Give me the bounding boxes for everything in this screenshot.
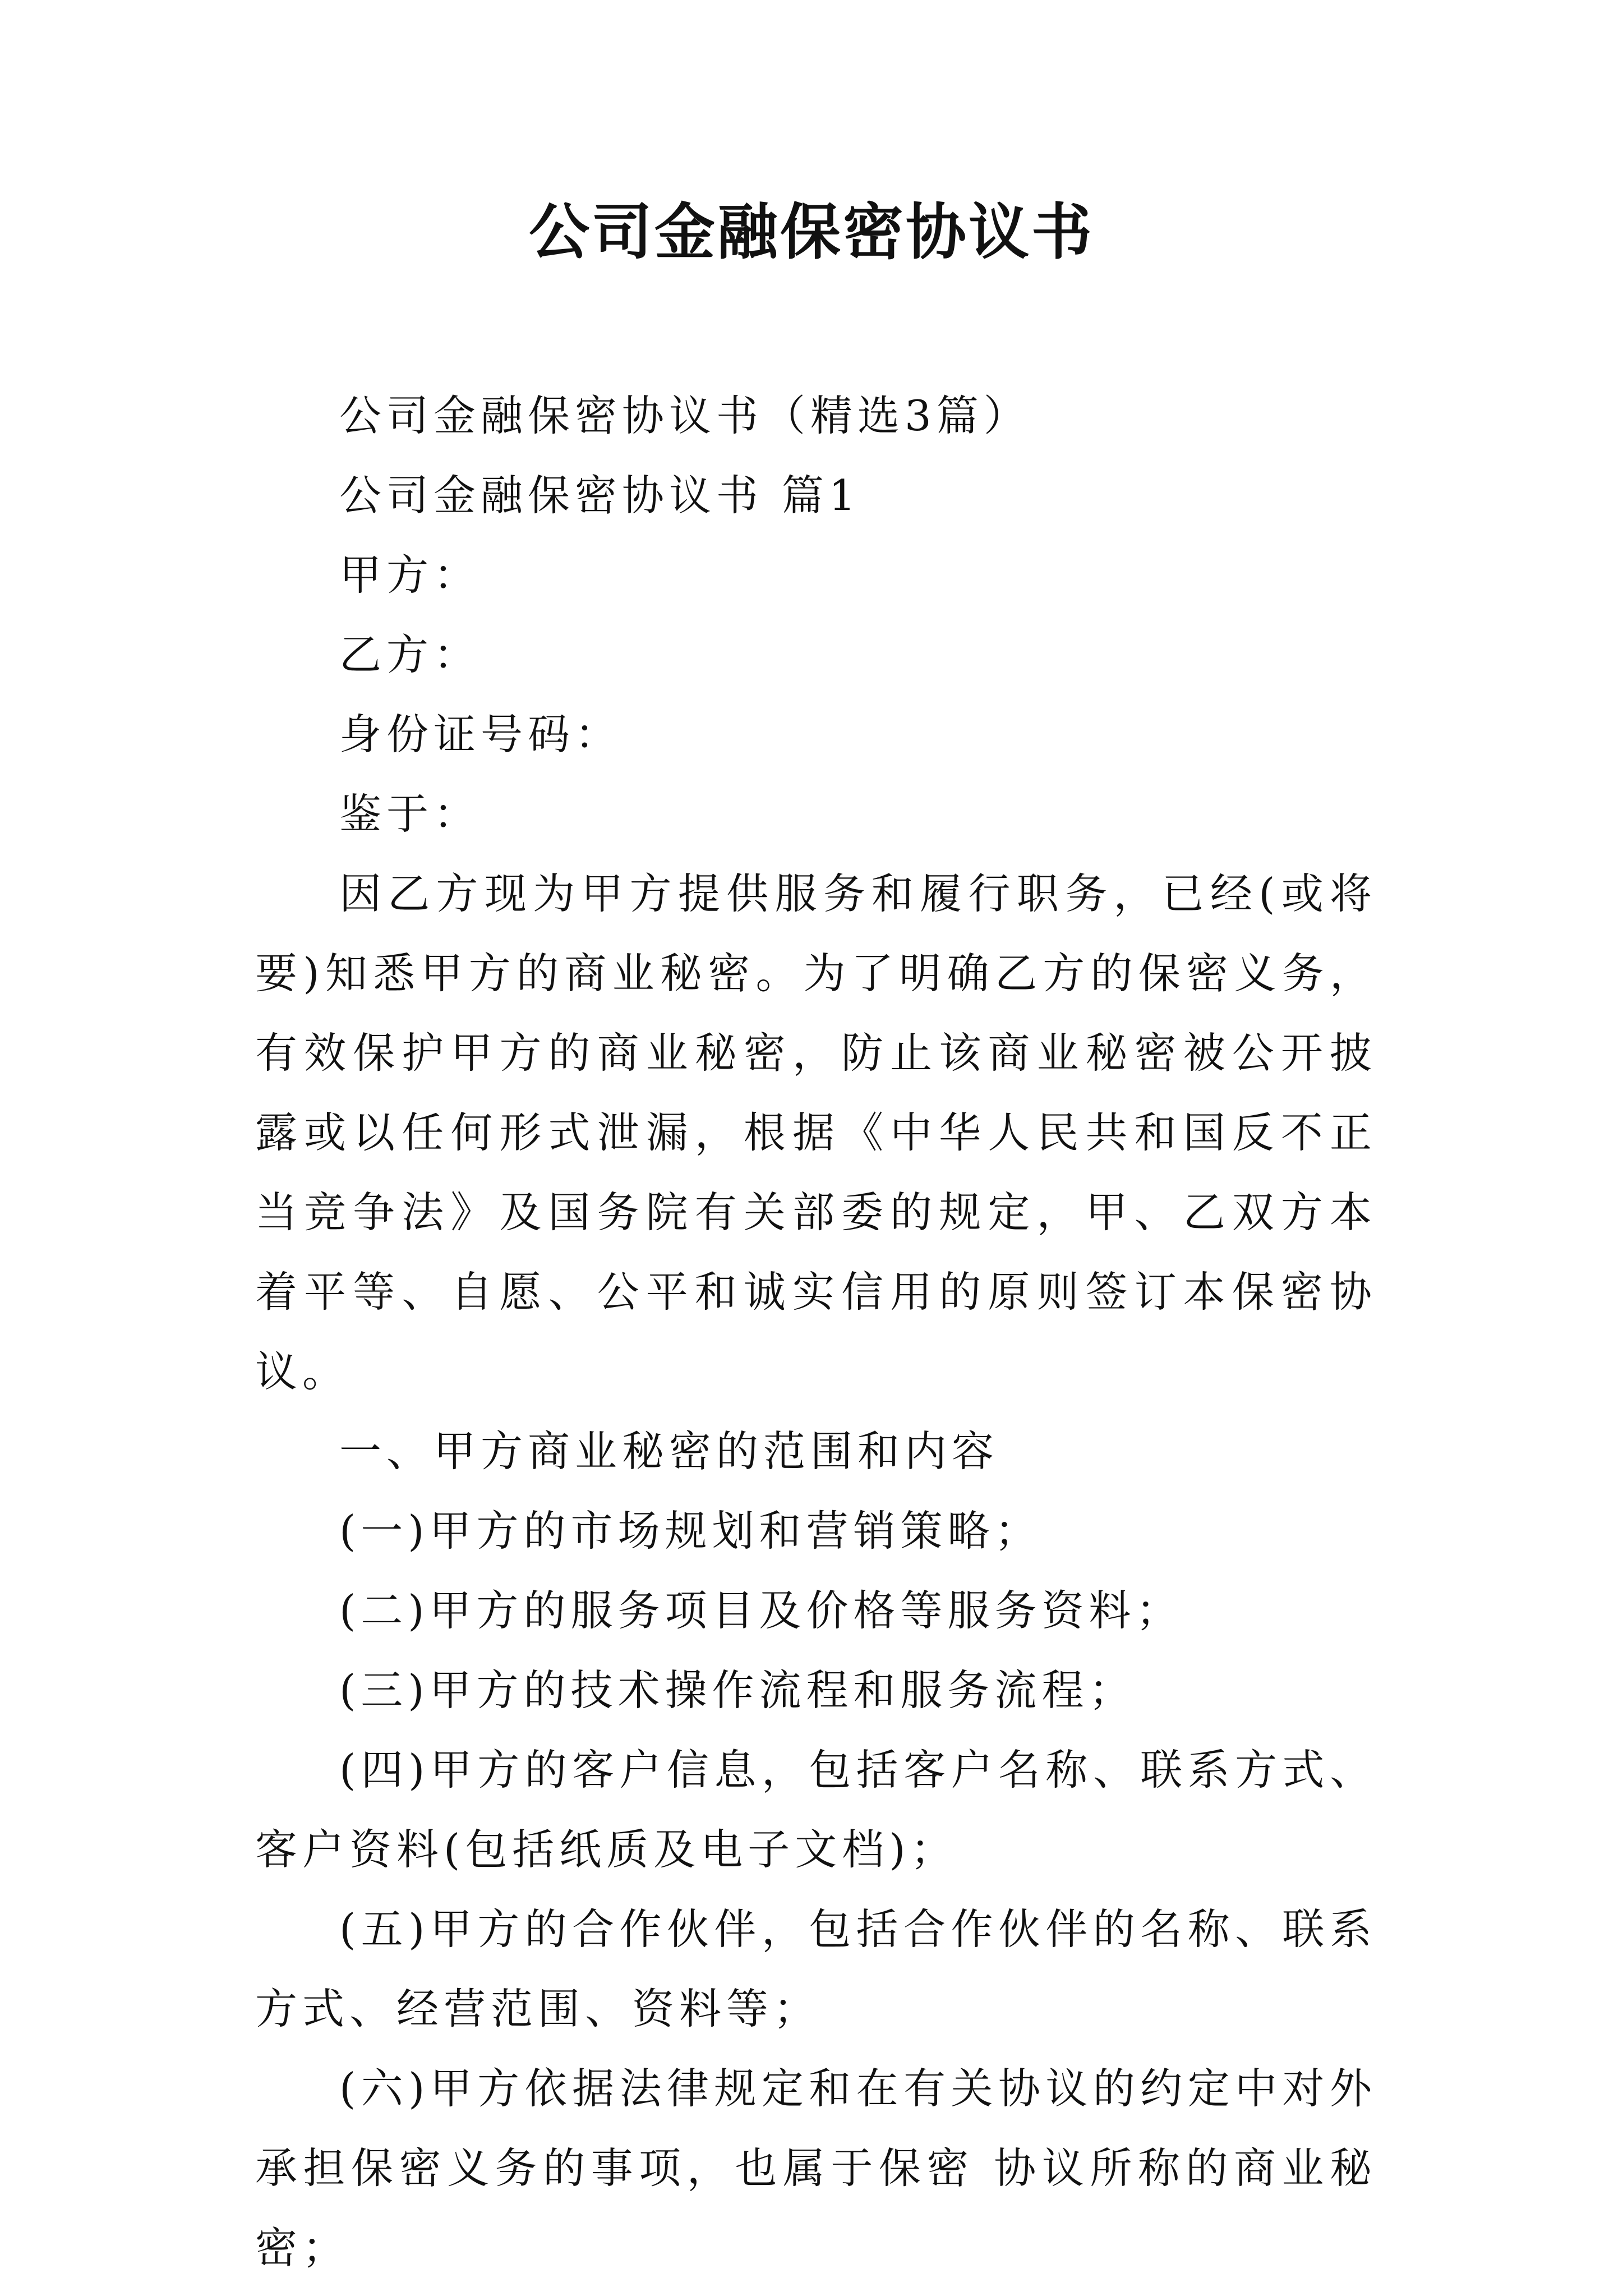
recital-paragraph: 因乙方现为甲方提供服务和履行职务，已经(或将要)知悉甲方的商业秘密。为了明确乙方的保密义务，有效保护甲方的商业秘密，防止该商业秘密被公开披露或以任何形式泄漏，根据《中华人民共和国反不正当竞争法》及国务院有关部委的规定，甲、乙双方本着平等、自愿、公平和诚实信用的原则签订本保密协议。	[255, 869, 1377, 1396]
list-item: (三)甲方的技术操作流程和服务流程；	[339, 1665, 1136, 1715]
whereas-label: 鉴于：	[339, 789, 481, 839]
section-heading: 公司金融保密协议书 篇1	[339, 471, 861, 520]
list-item: (一)甲方的市场规划和营销策略；	[339, 1506, 1042, 1556]
document-title: 公司金融保密协议书	[528, 197, 1094, 268]
party-a-label: 甲方：	[339, 550, 481, 600]
list-item: (二)甲方的服务项目及价格等服务资料；	[339, 1586, 1183, 1635]
party-b-label: 乙方：	[339, 630, 481, 679]
document-body	[255, 376, 1377, 2288]
document-subtitle: 公司金融保密协议书（精选3篇）	[339, 391, 1031, 440]
list-item: (六)甲方依据法律规定和在有关协议的约定中对外承担保密义务的事项，也属于保密 协议所称的商业秘密；	[255, 2064, 1377, 2272]
list-item: (四)甲方的客户信息，包括客户名称、联系方式、客户资料(包括纸质及电子文档)；	[255, 1745, 1377, 1874]
list-item: (五)甲方的合作伙伴，包括合作伙伴的名称、联系方式、经营范围、资料等；	[255, 1904, 1377, 2033]
article-1-heading: 一、甲方商业秘密的范围和内容	[339, 1427, 999, 1476]
id-number-label: 身份证号码：	[339, 710, 623, 759]
